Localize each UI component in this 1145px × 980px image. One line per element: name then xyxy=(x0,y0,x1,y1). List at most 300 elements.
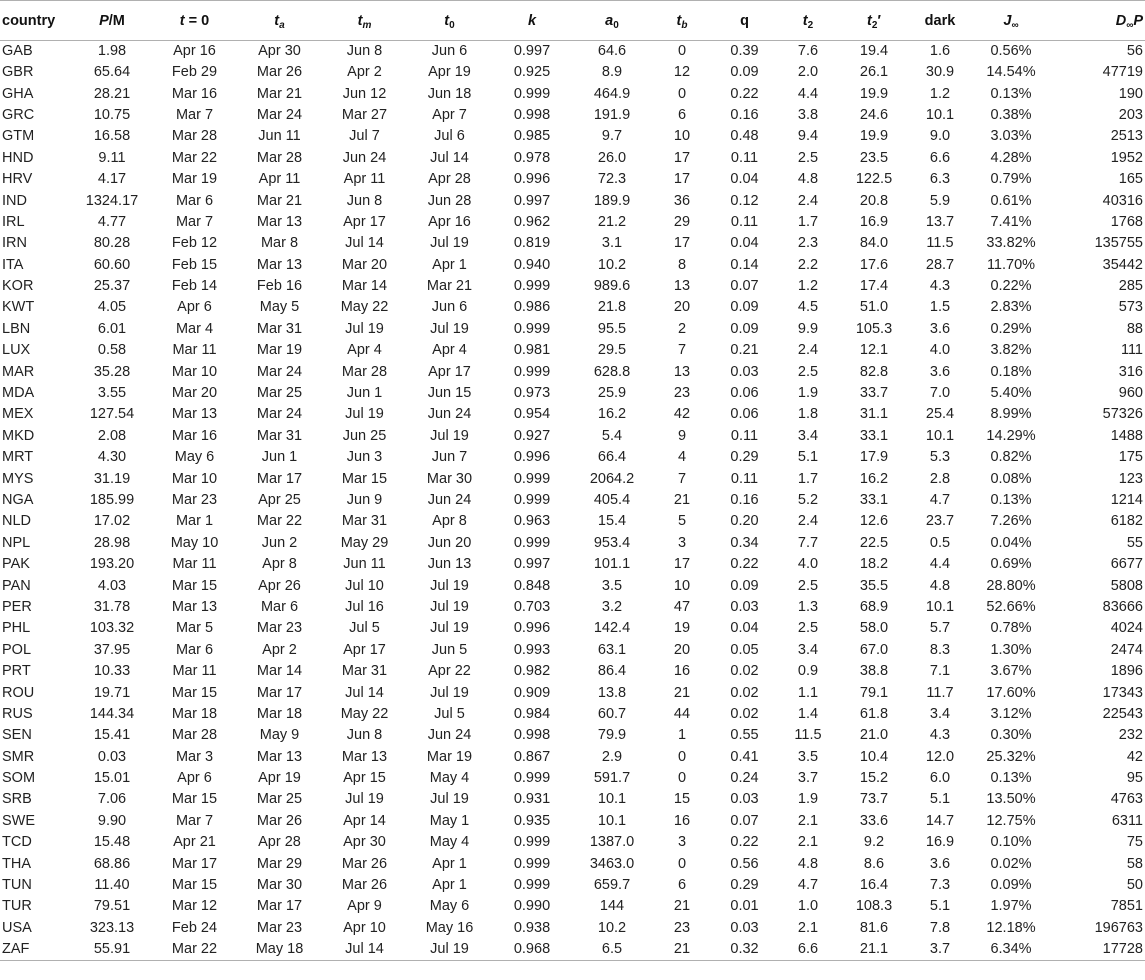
cell-t-eq-0: Mar 23 xyxy=(171,492,218,508)
header-row xyxy=(0,1,1145,41)
cell-jinf: 11.70% xyxy=(986,256,1036,273)
cell-country: POL xyxy=(2,641,32,658)
cell-pm: 15.41 xyxy=(93,727,131,744)
cell-country: GRC xyxy=(2,106,35,123)
cell-k: 0.999 xyxy=(513,85,551,102)
header-t0: $t_0$ xyxy=(407,1,492,41)
cell-pm: 193.20 xyxy=(89,556,135,573)
cell-t0: Jul 19 xyxy=(430,684,469,701)
cell-q: 0.29 xyxy=(730,877,759,894)
table-row xyxy=(0,126,1145,147)
cell-k: 0.985 xyxy=(513,128,551,145)
cell-t2p: 51.0 xyxy=(859,299,889,316)
cell-dark: 3.6 xyxy=(929,363,951,380)
cell-q: 0.11 xyxy=(730,470,759,487)
table-header xyxy=(0,1,1145,41)
cell-t0: Jul 19 xyxy=(430,620,469,637)
cell-t-eq-0: Feb 29 xyxy=(171,64,218,81)
cell-a0: 9.7 xyxy=(601,128,623,145)
cell-a0: 2064.2 xyxy=(589,470,635,487)
cell-t2: 2.0 xyxy=(797,64,819,81)
cell-a0: 989.6 xyxy=(593,278,631,295)
cell-t2p: 58.0 xyxy=(859,620,889,637)
cell-pm: 31.78 xyxy=(93,598,131,615)
cell-tm: Jul 19 xyxy=(345,791,384,808)
cell-a0: 5.4 xyxy=(601,427,623,444)
cell-ta: Mar 25 xyxy=(256,385,303,402)
cell-dinfp: 22543 xyxy=(1102,705,1143,722)
cell-country: HRV xyxy=(2,171,33,188)
cell-t0: Jun 5 xyxy=(431,641,468,658)
cell-jinf: 0.56% xyxy=(990,43,1032,59)
cell-t2p: 12.6 xyxy=(859,513,889,530)
cell-jinf: 3.67% xyxy=(990,663,1032,680)
cell-t0: Jul 19 xyxy=(430,235,469,252)
cell-t2p: 9.2 xyxy=(863,834,885,851)
cell-t0: Jun 24 xyxy=(427,727,472,744)
cell-t0: Jul 19 xyxy=(407,939,492,961)
table-row xyxy=(0,832,1145,853)
cell-t-eq-0: Apr 6 xyxy=(177,770,212,787)
cell-ta: Mar 17 xyxy=(256,684,303,701)
cell-jinf: 0.29% xyxy=(990,320,1032,337)
cell-pm: 4.77 xyxy=(97,213,127,230)
cell-jinf: 2.83% xyxy=(990,299,1032,316)
cell-pm: 60.60 xyxy=(93,256,131,273)
cell-pm: 80.28 xyxy=(93,235,131,252)
cell-tb: 0 xyxy=(677,85,687,102)
cell-dinfp: 1488 xyxy=(1110,427,1143,444)
cell-a0: 3463.0 xyxy=(589,855,635,872)
cell-ta: Mar 17 xyxy=(256,898,303,915)
cell-a0: 60.7 xyxy=(597,705,627,722)
cell-dinfp: 6311 xyxy=(1111,812,1143,829)
cell-t2p: 19.9 xyxy=(859,128,889,145)
cell-t2p: 67.0 xyxy=(859,641,889,658)
cell-a0: 86.4 xyxy=(597,663,627,680)
cell-tb: 13 xyxy=(673,278,691,295)
cell-country: MYS xyxy=(2,470,34,487)
cell-pm: 0.03 xyxy=(97,748,127,765)
cell-dinfp: 57326 xyxy=(1102,406,1143,423)
cell-a0: 101.1 xyxy=(593,556,631,573)
cell-a0: 26.0 xyxy=(597,149,627,166)
cell-tm: Mar 14 xyxy=(341,278,388,295)
cell-pm: 15.48 xyxy=(93,834,131,851)
table-row xyxy=(0,148,1145,169)
cell-tm: Mar 31 xyxy=(341,513,388,530)
cell-dinfp: 175 xyxy=(1118,449,1143,466)
cell-q: 0.14 xyxy=(730,256,759,273)
cell-k: 0.996 xyxy=(513,620,551,637)
cell-t2: 2.1 xyxy=(797,812,819,829)
cell-country: ZAF xyxy=(0,939,72,961)
cell-t0: Apr 7 xyxy=(432,106,467,123)
cell-pm: 11.40 xyxy=(94,877,130,894)
cell-country: GHA xyxy=(2,85,34,102)
cell-t0: Jun 6 xyxy=(431,299,468,316)
cell-t-eq-0: Mar 15 xyxy=(171,577,218,594)
cell-jinf: 14.29% xyxy=(986,427,1036,444)
cell-pm: 68.86 xyxy=(93,855,131,872)
cell-t-eq-0: Apr 6 xyxy=(177,299,212,316)
cell-tm: Mar 26 xyxy=(341,855,388,872)
cell-t-eq-0: Mar 10 xyxy=(171,363,218,380)
cell-k: 0.962 xyxy=(513,213,551,230)
cell-ta: Mar 19 xyxy=(256,342,303,359)
cell-k: 0.986 xyxy=(513,299,551,316)
cell-jinf: 25.32% xyxy=(986,748,1036,765)
cell-ta: Mar 21 xyxy=(256,85,303,102)
cell-q: 0.02 xyxy=(730,663,759,680)
cell-dark: 3.6 xyxy=(929,320,951,337)
table-row xyxy=(0,511,1145,532)
cell-jinf: 1.97% xyxy=(990,898,1032,915)
cell-country: IRL xyxy=(2,213,25,230)
cell-jinf: 0.82% xyxy=(990,449,1032,466)
cell-t2p: 19.9 xyxy=(859,85,889,102)
cell-q: 0.02 xyxy=(730,684,759,701)
cell-jinf: 0.79% xyxy=(990,171,1032,188)
cell-k: 0.999 xyxy=(513,470,551,487)
cell-k: 0.999 xyxy=(513,855,551,872)
table-body xyxy=(0,41,1145,961)
cell-q: 0.03 xyxy=(730,598,759,615)
cell-ta: Jun 1 xyxy=(261,449,298,466)
cell-tb: 42 xyxy=(673,406,691,423)
cell-pm: 6.01 xyxy=(97,320,127,337)
cell-tm: Jun 8 xyxy=(346,192,383,209)
cell-country: TCD xyxy=(2,834,32,851)
cell-dinfp: 50 xyxy=(1126,877,1143,894)
cell-ta: Mar 23 xyxy=(256,620,303,637)
cell-dinfp: 95 xyxy=(1126,770,1143,787)
cell-tb: 21 xyxy=(673,898,691,915)
table-row xyxy=(0,169,1145,190)
cell-tb: 5 xyxy=(677,513,687,530)
cell-pm: 79.51 xyxy=(93,898,131,915)
cell-country: MKD xyxy=(2,427,35,444)
cell-ta: Mar 21 xyxy=(256,192,303,209)
cell-a0: 628.8 xyxy=(593,363,631,380)
cell-jinf: 14.54% xyxy=(986,64,1036,81)
cell-jinf: 5.40% xyxy=(990,385,1032,402)
cell-tm: Jun 9 xyxy=(346,492,383,508)
cell-k: 0.999 xyxy=(513,320,551,337)
cell-k: 0.996 xyxy=(513,171,551,188)
cell-ta: Mar 13 xyxy=(256,213,303,230)
cell-k: 0.997 xyxy=(513,192,551,209)
cell-k: 0.968 xyxy=(492,939,572,961)
cell-t0: May 4 xyxy=(429,834,470,851)
cell-k: 0.925 xyxy=(513,64,551,81)
cell-k: 0.938 xyxy=(513,919,551,936)
cell-a0: 63.1 xyxy=(597,641,627,658)
cell-tm: Jul 10 xyxy=(345,577,384,594)
cell-dark: 7.8 xyxy=(929,919,951,936)
cell-k: 0.963 xyxy=(513,513,551,530)
cell-tm: Apr 11 xyxy=(343,171,386,188)
cell-k: 0.999 xyxy=(513,834,551,851)
cell-tb: 10 xyxy=(673,577,691,594)
cell-pm: 55.91 xyxy=(72,939,152,961)
cell-country: LBN xyxy=(2,320,31,337)
cell-dark: 7.3 xyxy=(929,877,951,894)
cell-tm: Jul 19 xyxy=(345,320,384,337)
cell-dark: 6.3 xyxy=(929,171,951,188)
cell-country: NPL xyxy=(2,534,31,551)
header-t-eq-0: t = 0 xyxy=(152,1,237,41)
cell-dark: 7.0 xyxy=(929,385,951,402)
cell-country: PAN xyxy=(2,577,31,594)
cell-tb: 8 xyxy=(677,256,687,273)
cell-t0: Mar 30 xyxy=(426,470,473,487)
cell-q: 0.22 xyxy=(730,834,759,851)
cell-ta: Apr 19 xyxy=(258,770,301,787)
cell-jinf: 0.13% xyxy=(990,85,1032,102)
table-row xyxy=(0,725,1145,746)
cell-pm: 4.30 xyxy=(97,449,127,466)
cell-t-eq-0: Mar 28 xyxy=(171,727,218,744)
cell-dark: 10.1 xyxy=(925,106,955,123)
cell-t2p: 31.1 xyxy=(859,406,889,423)
cell-a0: 29.5 xyxy=(597,342,627,359)
cell-tm: Jul 16 xyxy=(345,598,384,615)
cell-t-eq-0: Feb 14 xyxy=(171,278,218,295)
cell-tb: 47 xyxy=(673,598,691,615)
cell-ta: Mar 8 xyxy=(260,235,299,252)
cell-dinfp: 56 xyxy=(1126,43,1143,59)
cell-jinf: 0.61% xyxy=(990,192,1032,209)
cell-ta: Mar 24 xyxy=(256,406,303,423)
table-row xyxy=(0,618,1145,639)
cell-t-eq-0: Mar 15 xyxy=(171,877,218,894)
cell-dark: 4.0 xyxy=(929,342,951,359)
cell-q: 0.16 xyxy=(730,492,759,508)
cell-pm: 1.98 xyxy=(97,43,127,59)
cell-country: HND xyxy=(2,149,34,166)
header-t2: $t_2$ xyxy=(777,1,839,41)
cell-t0: Apr 28 xyxy=(428,171,471,188)
cell-tm: Jun 25 xyxy=(342,427,387,444)
cell-tm: Jun 12 xyxy=(342,85,387,102)
cell-q: 0.22 xyxy=(730,85,759,102)
cell-t2p: 73.7 xyxy=(859,791,889,808)
cell-q: 0.21 xyxy=(730,342,759,359)
cell-tm: Jul 7 xyxy=(349,128,380,145)
header-t2-prime: $t_2'$ xyxy=(839,1,909,41)
cell-t-eq-0: Mar 18 xyxy=(171,705,218,722)
cell-jinf: 52.66% xyxy=(986,598,1036,615)
cell-q: 0.20 xyxy=(730,513,759,530)
cell-tm: Mar 26 xyxy=(341,877,388,894)
cell-pm: 4.17 xyxy=(97,171,127,188)
cell-tm: Mar 15 xyxy=(341,470,388,487)
cell-k: 0.867 xyxy=(513,748,551,765)
cell-ta: Mar 18 xyxy=(256,705,303,722)
cell-jinf: 7.41% xyxy=(990,213,1032,230)
cell-t-eq-0: Mar 16 xyxy=(171,85,218,102)
cell-t2: 1.9 xyxy=(797,791,819,808)
cell-a0: 10.1 xyxy=(597,791,627,808)
cell-tm: Mar 31 xyxy=(341,663,388,680)
header-ta: $t_a$ xyxy=(237,1,322,41)
cell-jinf: 6.34% xyxy=(971,939,1051,961)
cell-dark: 16.9 xyxy=(925,834,955,851)
cell-ta: Mar 22 xyxy=(256,513,303,530)
cell-t2: 3.8 xyxy=(797,106,819,123)
cell-jinf: 3.82% xyxy=(990,342,1032,359)
cell-t0: Jul 19 xyxy=(430,320,469,337)
cell-dinfp: 75 xyxy=(1126,834,1143,851)
cell-pm: 10.75 xyxy=(93,106,131,123)
cell-tb: 7 xyxy=(677,470,687,487)
table-row xyxy=(0,383,1145,404)
cell-tb: 7 xyxy=(677,342,687,359)
cell-t-eq-0: Mar 19 xyxy=(171,171,218,188)
cell-k: 0.999 xyxy=(513,278,551,295)
cell-t2: 2.4 xyxy=(797,192,819,209)
cell-pm: 4.03 xyxy=(97,577,127,594)
cell-q: 0.03 xyxy=(730,791,759,808)
cell-t-eq-0: Mar 22 xyxy=(171,149,218,166)
cell-jinf: 0.18% xyxy=(990,363,1032,380)
cell-tm: Jun 3 xyxy=(346,449,383,466)
cell-jinf: 0.13% xyxy=(990,770,1032,787)
cell-k: 0.954 xyxy=(513,406,551,423)
cell-tm: Apr 14 xyxy=(343,812,386,829)
cell-t2p: 33.7 xyxy=(859,385,889,402)
cell-t0: Jul 19 xyxy=(430,577,469,594)
cell-a0: 21.2 xyxy=(597,213,627,230)
cell-t2p: 17.6 xyxy=(859,256,889,273)
cell-tm: Apr 9 xyxy=(347,898,382,915)
cell-country: GBR xyxy=(2,64,34,81)
cell-tb: 0 xyxy=(677,770,687,787)
cell-tb: 21 xyxy=(652,939,712,961)
table-row xyxy=(0,875,1145,896)
cell-t2p: 82.8 xyxy=(859,363,889,380)
cell-country: SEN xyxy=(2,727,32,744)
cell-dark: 6.6 xyxy=(929,149,951,166)
cell-ta: Mar 17 xyxy=(256,470,303,487)
cell-country: THA xyxy=(2,855,31,872)
cell-k: 0.998 xyxy=(513,727,551,744)
cell-jinf: 12.75% xyxy=(986,812,1036,829)
cell-pm: 9.90 xyxy=(97,812,127,829)
cell-pm: 103.32 xyxy=(89,620,135,637)
cell-t0: Jun 7 xyxy=(431,449,468,466)
cell-t2: 2.5 xyxy=(797,149,819,166)
cell-t2p: 21.0 xyxy=(859,727,889,744)
cell-country: SWE xyxy=(2,812,36,829)
cell-dinfp: 5808 xyxy=(1110,577,1143,594)
cell-country: IRN xyxy=(2,235,27,252)
cell-country: KWT xyxy=(2,299,35,316)
header-tb: $t_b$ xyxy=(652,1,712,41)
cell-t0: Jul 19 xyxy=(430,598,469,615)
table-row xyxy=(0,41,1145,63)
cell-a0: 25.9 xyxy=(597,385,627,402)
cell-t0: May 6 xyxy=(429,898,470,915)
cell-dark: 4.7 xyxy=(929,492,951,508)
cell-t2p: 24.6 xyxy=(859,106,889,123)
cell-dark: 4.3 xyxy=(929,727,951,744)
cell-dinfp: 196763 xyxy=(1094,919,1143,936)
cell-jinf: 3.12% xyxy=(990,705,1032,722)
cell-dinfp: 4024 xyxy=(1110,620,1143,637)
cell-q: 0.41 xyxy=(730,748,759,765)
cell-ta: May 5 xyxy=(259,299,300,316)
cell-a0: 16.2 xyxy=(597,406,627,423)
cell-tb: 23 xyxy=(673,385,691,402)
cell-q: 0.09 xyxy=(730,64,759,81)
cell-ta: Mar 31 xyxy=(256,320,303,337)
cell-t0: May 1 xyxy=(429,812,470,829)
cell-pm: 16.58 xyxy=(93,128,131,145)
cell-t2: 2.5 xyxy=(797,577,819,594)
cell-q: 0.06 xyxy=(730,406,759,423)
cell-t2: 2.5 xyxy=(797,363,819,380)
cell-t0: Mar 19 xyxy=(426,748,473,765)
cell-dinfp: 17343 xyxy=(1102,684,1143,701)
cell-dinfp: 1214 xyxy=(1110,492,1143,508)
cell-t0: Mar 21 xyxy=(426,278,473,295)
table-row xyxy=(0,83,1145,104)
cell-tb: 12 xyxy=(673,64,691,81)
cell-a0: 21.8 xyxy=(597,299,627,316)
cell-dark: 4.4 xyxy=(929,556,951,573)
cell-q: 0.04 xyxy=(730,235,759,252)
cell-q: 0.09 xyxy=(730,299,759,316)
cell-dark: 0.5 xyxy=(929,534,951,551)
cell-tm: Jun 8 xyxy=(346,727,383,744)
cell-t2p: 35.5 xyxy=(859,577,889,594)
cell-t2p: 68.9 xyxy=(859,598,889,615)
cell-t2: 1.3 xyxy=(797,598,819,615)
cell-k: 0.998 xyxy=(513,106,551,123)
cell-jinf: 0.10% xyxy=(990,834,1032,851)
cell-tb: 36 xyxy=(673,192,691,209)
cell-t2: 1.1 xyxy=(797,684,819,701)
cell-q: 0.07 xyxy=(730,278,759,295)
cell-t-eq-0: Mar 1 xyxy=(175,513,214,530)
cell-jinf: 0.13% xyxy=(990,492,1032,508)
cell-tb: 4 xyxy=(677,449,687,466)
cell-t2: 3.5 xyxy=(797,748,819,765)
cell-t-eq-0: Mar 15 xyxy=(171,684,218,701)
cell-q: 0.48 xyxy=(730,128,759,145)
cell-t2p: 15.2 xyxy=(859,770,889,787)
cell-dark: 25.4 xyxy=(925,406,955,423)
cell-country: MEX xyxy=(2,406,34,423)
cell-a0: 79.9 xyxy=(597,727,627,744)
cell-a0: 144 xyxy=(599,898,625,915)
cell-dark: 5.9 xyxy=(929,192,951,209)
cell-tm: Apr 17 xyxy=(343,213,386,230)
cell-pm: 35.28 xyxy=(93,363,131,380)
cell-t-eq-0: Mar 12 xyxy=(171,898,218,915)
cell-a0: 13.8 xyxy=(597,684,627,701)
cell-q: 0.55 xyxy=(730,727,759,744)
cell-dark: 30.9 xyxy=(925,64,955,81)
cell-q: 0.24 xyxy=(730,770,759,787)
cell-t0: Apr 19 xyxy=(428,64,471,81)
cell-a0: 2.9 xyxy=(601,748,623,765)
cell-dark: 1.2 xyxy=(929,85,951,102)
cell-country: GTM xyxy=(2,128,35,145)
cell-tm: Jun 8 xyxy=(346,43,383,59)
